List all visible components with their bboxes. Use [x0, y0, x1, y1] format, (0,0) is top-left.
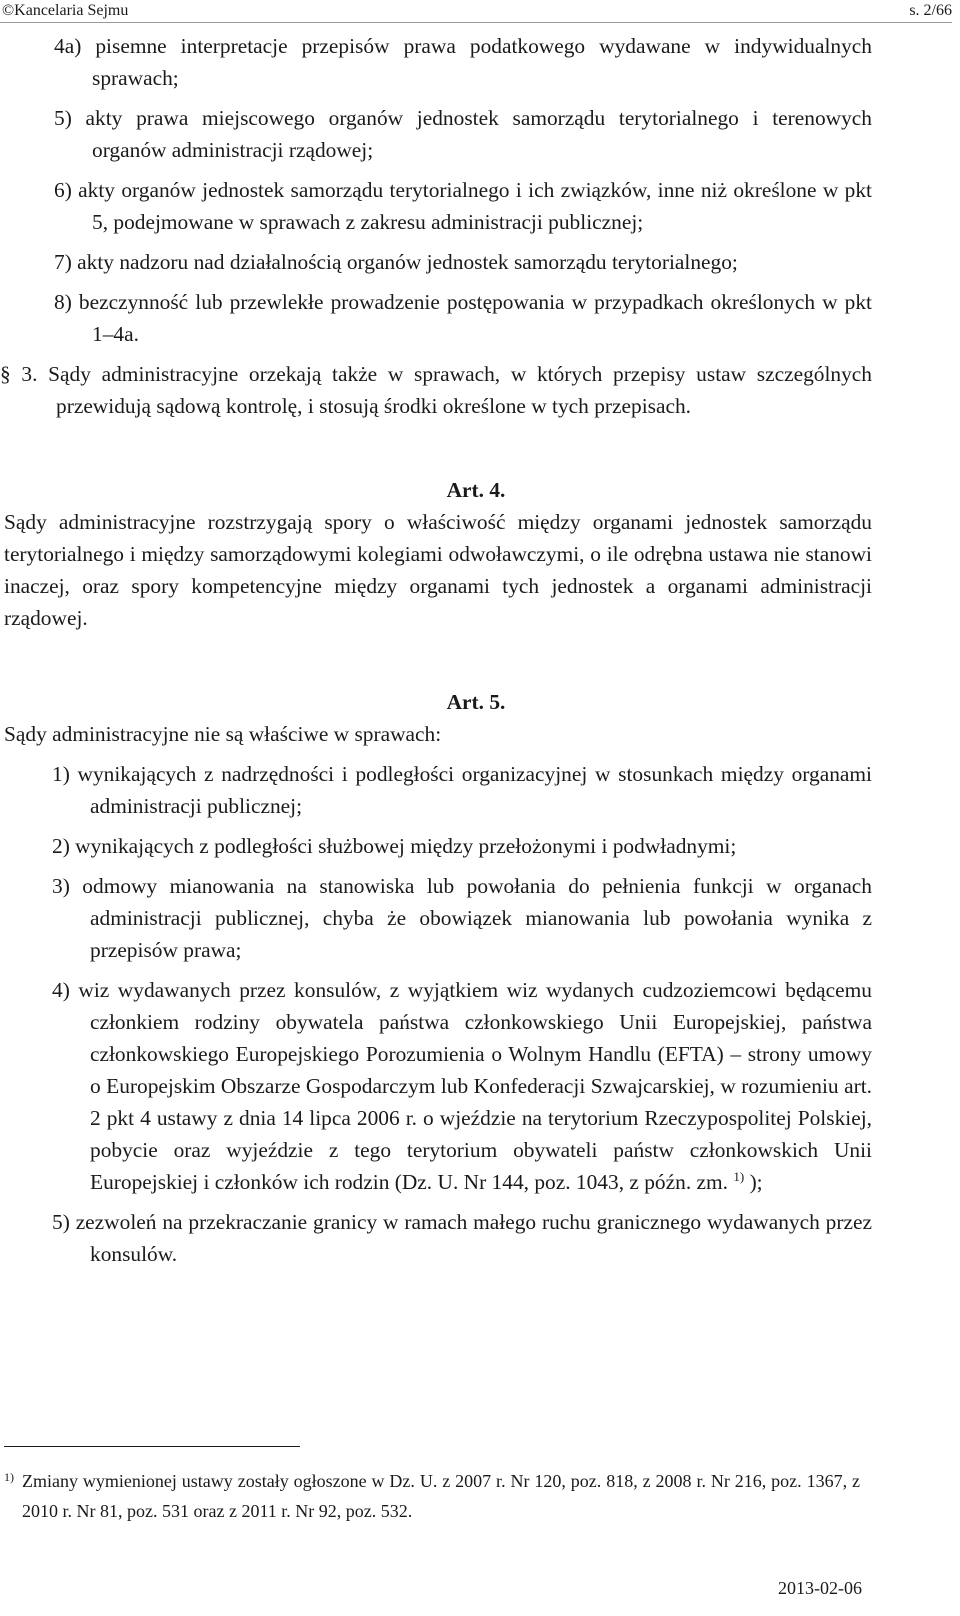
article-5-title: Art. 5. [446, 690, 506, 714]
footnote-divider [4, 1446, 300, 1447]
footnote-text: Zmiany wymienionej ustawy zostały ogłoszone w Dz. U. z 2007 r. Nr 120, poz. 818, z 2008 r. Nr 216, poz. 1367, z 2010 r. Nr 81, poz. 531 oraz z 2011 r. Nr 92, poz. 532. [22, 1471, 860, 1521]
paragraph-mark: § 3. [0, 362, 38, 386]
document-body [0, 30, 952, 1270]
paragraph-text: Sądy administracyjne orzekają także w sprawach, w których przepisy ustaw szczególnych przewidują sądową kontrolę, i stosują środki określone w tych przepisach. [48, 362, 872, 418]
list-item-tail: ); [749, 1170, 763, 1194]
list-item [0, 974, 872, 1198]
list-item: 1) wynikających z nadrzędności i podległości organizacyjnej w stosunkach między organami administracji publicznej; [52, 762, 872, 818]
list-item: 4a) pisemne interpretacje przepisów prawa podatkowego wydawane w indywidualnych sprawach; [54, 34, 872, 90]
article-4-title: Art. 4. [446, 478, 506, 502]
article-4-text: Sądy administracyjne rozstrzygają spory o właściwość między organami jednostek samorządu terytorialnego i między samorządowymi kolegiami odwoławczymi, o ile odrębna ustawa nie stanowi inaczej, oraz spory kompetencyjne między organami tych jednostek a organami administracji rządowej. [4, 510, 872, 630]
list-item: 8) bezczynność lub przewlekłe prowadzenie postępowania w przypadkach określonych w pkt 1–4a. [54, 290, 872, 346]
list-item: 5) akty prawa miejscowego organów jednostek samorządu terytorialnego i terenowych organów administracji rządowej; [54, 106, 872, 162]
publisher-label: ©Kancelaria Sejmu [2, 2, 129, 19]
paragraph-3 [0, 358, 952, 422]
footnote [4, 1466, 860, 1526]
list-item: 6) akty organów jednostek samorządu terytorialnego i ich związków, inne niż określone w pkt 5, podejmowane w sprawach z zakresu administracji publicznej; [54, 178, 872, 234]
list-item: 3) odmowy mianowania na stanowiska lub powołania do pełnienia funkcji w organach administracji publicznej, chyba że obowiązek mianowania lub powołania wynika z przepisów prawa; [52, 874, 872, 962]
list-item-text: 4) wiz wydawanych przez konsulów, z wyjątkiem wiz wydanych cudzoziemcowi będącemu członkiem rodziny obywatela państwa członkowskiego Unii Europejskiej, państwa członkowskiego Europejskiego Porozumienia o Wolnym Handlu (EFTA) – strony umowy o Europejskim Obszarze Gospodarczym lub Konfederacji Szwajcarskiej, w rozumieniu art. 2 pkt 4 ustawy z dnia 14 lipca 2006 r. o wjeździe na terytorium Rzeczypospolitej Polskiej, pobycie oraz wyjeździe z tego terytorium obywateli państw członkowskich Unii Europejskiej i członków ich rodzin (Dz. U. Nr 144, poz. 1043, z późn. zm. [52, 978, 872, 1194]
list-item: 5) zezwoleń na przekraczanie granicy w ramach małego ruchu granicznego wydawanych przez konsulów. [52, 1210, 872, 1266]
page-header [0, 0, 952, 23]
page-number: s. 2/66 [909, 2, 952, 19]
list-item: 2) wynikających z podległości służbowej między przełożonymi i podwładnymi; [52, 834, 737, 858]
footnote-reference[interactable]: 1) [733, 1168, 745, 1184]
list-item: 7) akty nadzoru nad działalnością organów jednostek samorządu terytorialnego; [54, 250, 738, 274]
article-5-intro: Sądy administracyjne nie są właściwe w sprawach: [4, 722, 442, 746]
document-date: 2013-02-06 [778, 1578, 862, 1598]
footnote-mark: 1) [4, 1470, 14, 1484]
